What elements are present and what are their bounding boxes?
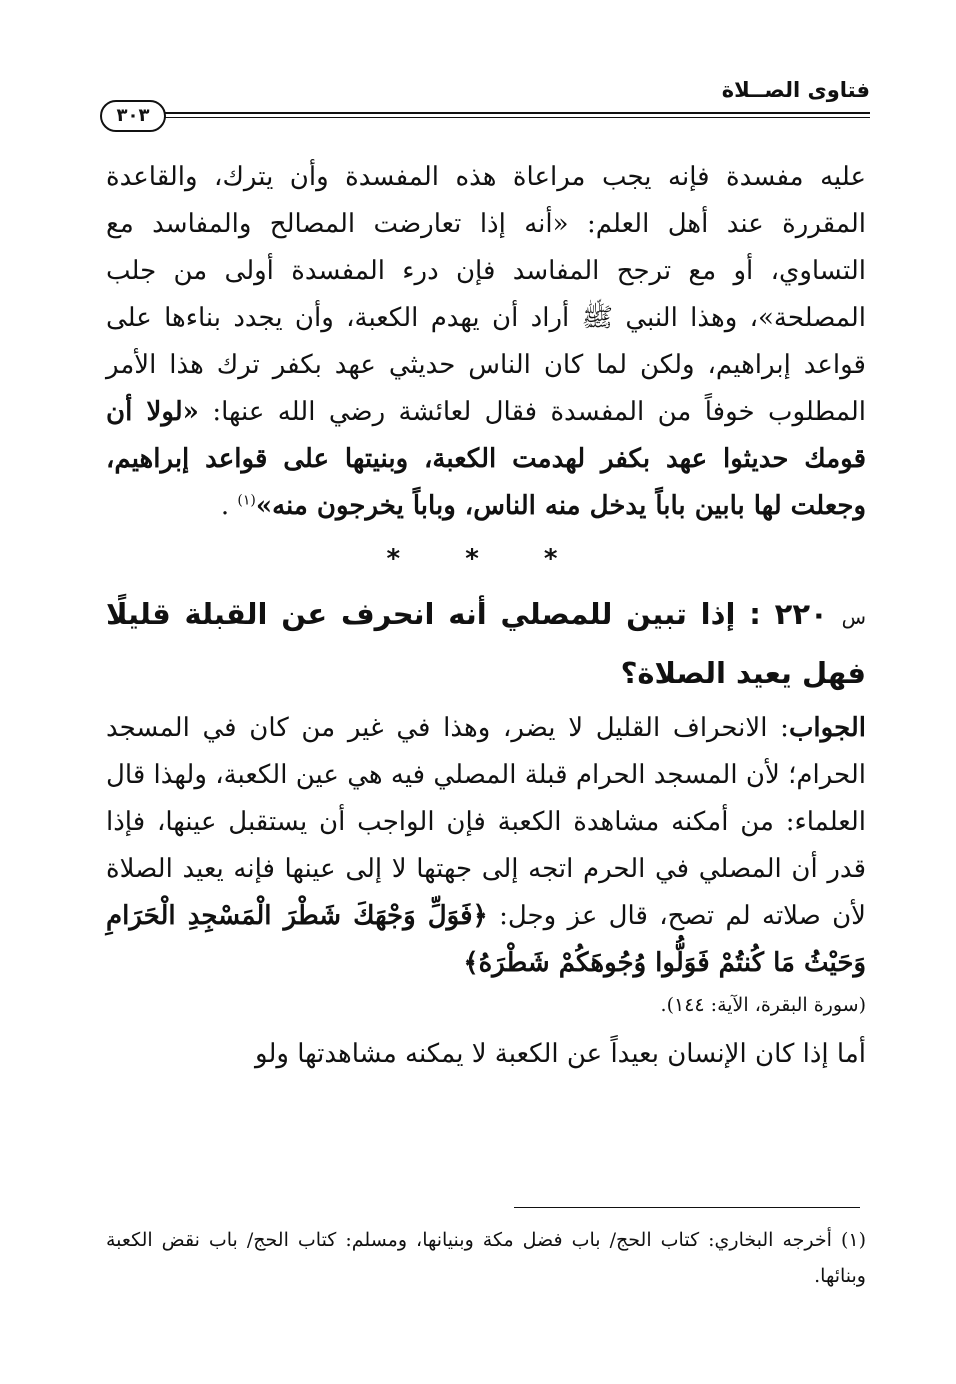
question-heading	[106, 586, 866, 701]
answer-text: : الانحراف القليل لا يضر، وهذا في غير من كان في المسجد الحرام؛ لأن المسجد الحرام قبلة المصلي فيه هي عين الكعبة، ولهذا قال العلماء: من أمكنه مشاهدة الكعبة فإن الواجب أن يستقبل عينها، فإذا قدر أن المصلي في الحرم اتجه إلى جهتها لا إلى عينها فإنه يعيد الصلاة لأن صلاته لم تصح، قال عز وجل:	[106, 713, 866, 931]
running-title: فتاوى الصــلاة	[721, 78, 870, 102]
question-marker: س	[841, 605, 866, 629]
last-paragraph: أما إذا كان الإنسان بعيداً عن الكعبة لا يمكنه مشاهدتها ولو	[255, 1039, 866, 1069]
header-rule-thin	[158, 117, 870, 118]
footnote-ref: (١)	[237, 492, 256, 509]
section-separator: * * *	[386, 544, 586, 574]
paragraph-text: عليه مفسدة فإنه يجب مراعاة هذه المفسدة وأن يترك، والقاعدة المقررة عند أهل العلم: «أنه إذا تعارضت المصالح والمفاسد مع التساوي، أو مع ترجح المفاسد فإن درء المفسدة أولى من جلب المصلحة»، وهذا النبي ﷺ أراد أن يهدم الكعبة، وأن يجدد بناءها على قواعد إبراهيم، ولكن لما كان الناس حديثي عهد بكفر ترك هذا الأمر المطلوب خوفاً من المفسدة فقال لعائشة رضي الله عنها:	[106, 162, 866, 427]
quran-verse: ﴿فَوَلِّ وَجْهَكَ شَطْرَ الْمَسْجِدِ الْحَرَامِ وَحَيْثُ مَا كُنتُمْ فَوَلُّوا وُجُوهَكُمْ شَطْرَهُ﴾	[106, 901, 866, 978]
page-body	[106, 154, 866, 1078]
footnote-separator	[514, 1207, 860, 1208]
footnote-1: (١) أخرجه البخاري: كتاب الحج/ باب فضل مكة وبنيانها، ومسلم: كتاب الحج/ باب نقض الكعبة وبنائها.	[106, 1229, 866, 1287]
header-rule	[158, 112, 870, 114]
page-header	[100, 78, 870, 128]
hadith-quote: «لولا أن قومك حديثوا عهد بكفر لهدمت الكعبة، وبنيتها على قواعد إبراهيم، وجعلت لها بابين باباً يدخل منه الناس، وباباً يخرجون منه»	[106, 397, 866, 521]
question-text: : إذا تبين للمصلي أنه انحرف عن القبلة قليلًا فهل يعيد الصلاة؟	[106, 597, 866, 690]
footnotes	[106, 1222, 866, 1294]
answer-paragraph	[106, 705, 866, 987]
body-paragraph	[106, 154, 866, 530]
answer-label: الجواب	[788, 713, 866, 743]
hadith-end: .	[220, 491, 238, 521]
page-number: ٣٠٣	[100, 100, 166, 132]
quran-reference: (سورة البقرة، الآية: ١٤٤).	[660, 994, 866, 1016]
question-number: ٢٢٠	[774, 597, 828, 631]
